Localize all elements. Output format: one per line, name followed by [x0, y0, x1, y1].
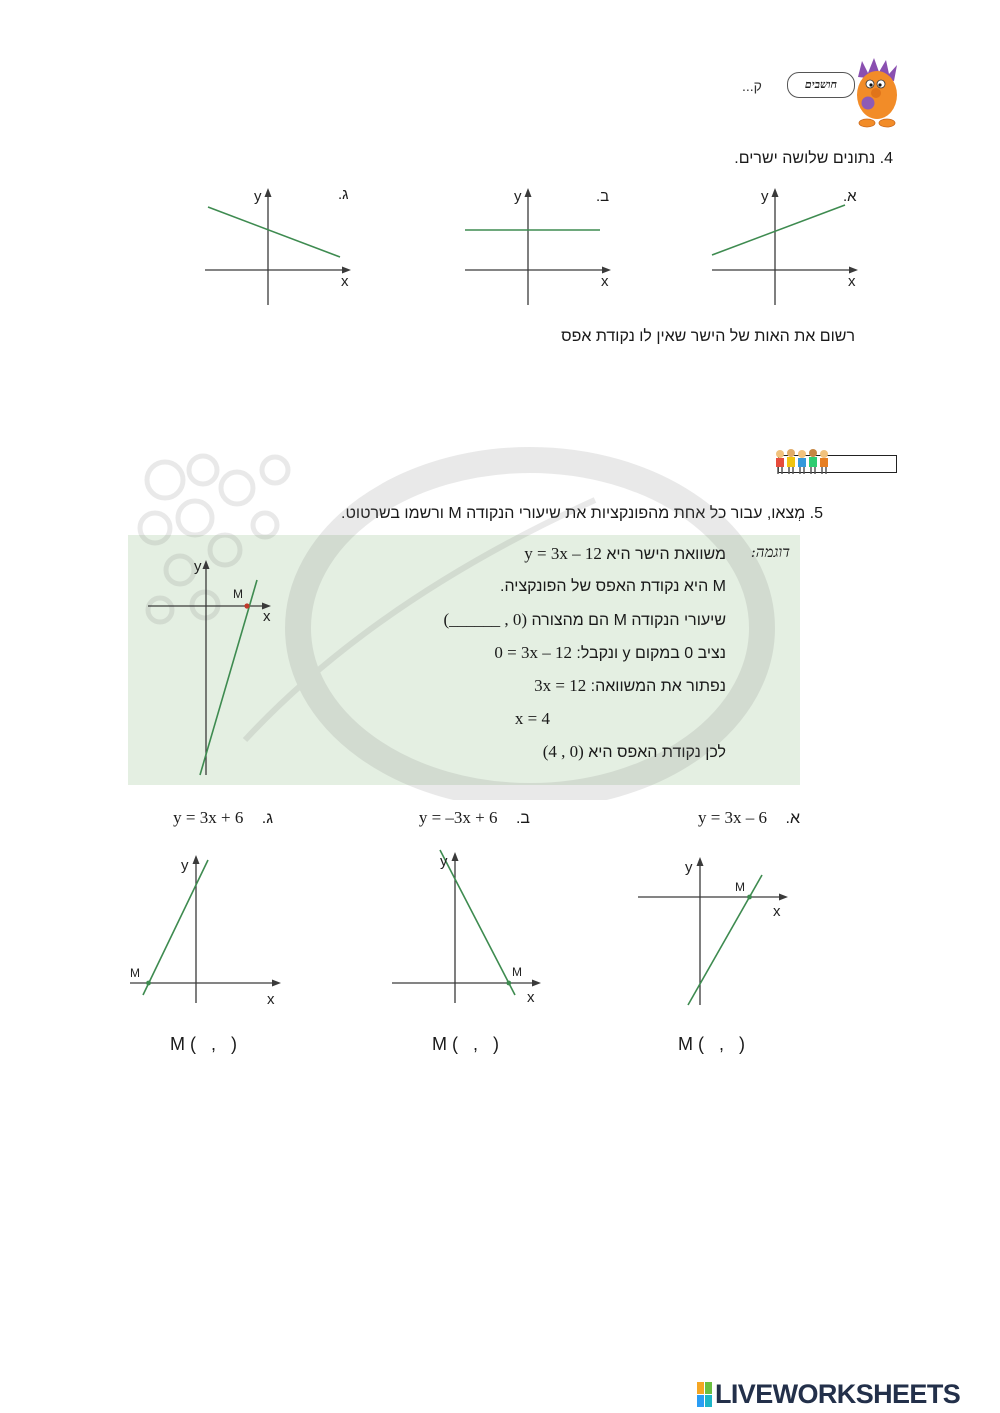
character-icon — [850, 57, 904, 131]
q4-title-text: נתונים שלושה ישרים. — [734, 150, 876, 167]
q5-item-a-answer: M ( , ) — [678, 1034, 745, 1054]
q5-item-a-letter: א. — [785, 810, 800, 827]
point-label: M — [735, 880, 745, 894]
example-line — [443, 603, 726, 636]
y-axis-arrow — [265, 188, 272, 197]
zero-point-marker — [506, 981, 511, 986]
x-axis-label: x — [341, 273, 349, 290]
x-axis-label: x — [601, 273, 609, 290]
q5-item-a-equation: y = 3x – 6 — [697, 808, 768, 827]
y-axis-label: y — [761, 188, 769, 205]
y-axis-label: y — [181, 857, 189, 874]
example-line — [443, 537, 726, 570]
example-line-text: נפתור את המשוואה: — [590, 678, 726, 695]
x-axis-arrow — [779, 894, 788, 901]
logo-text: LIVEWORKSHEETS — [715, 1379, 961, 1409]
liveworksheets-logo[interactable] — [697, 1380, 960, 1408]
q5-graph-c — [125, 850, 290, 1010]
point-label: M — [130, 966, 140, 980]
example-line-text: M היא נקודת האפס של הפונקציה. — [500, 578, 726, 595]
x-axis-label: x — [527, 989, 535, 1006]
point-label: M — [512, 965, 522, 979]
q5-item-c-equation: y = 3x + 6 — [173, 808, 244, 827]
q4-graph-b-letter: ב. — [596, 188, 610, 205]
q4-graph-c-letter: ג. — [338, 186, 349, 203]
q4-graph-a-letter: א. — [843, 188, 857, 205]
q5-item-b-letter: ב. — [515, 810, 530, 827]
graph-line — [200, 580, 257, 775]
q4-graph-c — [200, 183, 360, 310]
y-axis-label: y — [440, 853, 448, 870]
x-axis-arrow — [532, 980, 541, 987]
example-lines — [443, 537, 726, 768]
q4-title — [734, 150, 893, 168]
q5-item-c-equation-row — [173, 808, 273, 828]
y-axis-arrow — [452, 852, 459, 861]
q4-instruction: רשום את האות של הישר שאין לו נקודת אפס — [561, 328, 855, 345]
x-axis-label: x — [773, 903, 781, 920]
example-line-text: משוואת הישר היא — [606, 546, 726, 563]
example-line-math: (4 , 0) — [542, 742, 584, 761]
example-line — [443, 636, 726, 669]
example-line — [443, 570, 726, 603]
graph-line — [208, 207, 340, 257]
y-axis-label: y — [685, 859, 693, 876]
logo-blocks-icon — [697, 1382, 712, 1407]
thought-bubble — [787, 72, 855, 98]
example-line-math: 3x = 12 — [534, 676, 587, 695]
q5-item-b-answer: M ( , ) — [432, 1034, 499, 1054]
zero-point-marker — [146, 981, 151, 986]
x-axis-arrow — [272, 980, 281, 987]
y-axis-label: y — [254, 188, 262, 205]
q5-number: 5. — [809, 505, 823, 522]
example-line-math: x = 4 — [514, 709, 550, 728]
y-axis-arrow — [697, 857, 704, 866]
example-line-text: לכן נקודת האפס היא — [588, 744, 726, 761]
q5-item-c-answer: M ( , ) — [170, 1034, 237, 1054]
example-line — [443, 702, 726, 735]
y-axis-label: y — [194, 558, 202, 575]
graph-line — [143, 860, 208, 995]
zero-point-marker — [244, 603, 249, 608]
x-axis-label: x — [267, 991, 275, 1008]
example-line-text: שיעורי הנקודה M הם מהצורה — [531, 612, 726, 629]
q5-item-a-equation-row — [698, 808, 800, 828]
y-axis-label: y — [514, 188, 522, 205]
kids-icon — [773, 446, 835, 476]
graph-line — [440, 850, 515, 995]
y-axis-arrow — [203, 560, 210, 569]
example-line-math: (______ , 0) — [443, 610, 528, 629]
y-axis-arrow — [193, 855, 200, 864]
zero-point-marker — [747, 895, 752, 900]
example-label: דוגמה: — [750, 543, 790, 561]
q5-graph-a — [632, 850, 797, 1015]
example-line-math: 0 = 3x – 12 — [494, 643, 572, 662]
example-line — [443, 735, 726, 768]
q5-item-b-equation-row — [419, 808, 530, 828]
example-graph — [140, 555, 290, 780]
x-axis-label: x — [848, 273, 856, 290]
graph-line — [712, 205, 845, 255]
example-line-text: נציב 0 במקום y ונקבל: — [576, 645, 726, 662]
thought-bubble-text: חושבים — [804, 78, 838, 91]
y-axis-arrow — [772, 188, 779, 197]
q5-item-b-equation: y = –3x + 6 — [418, 808, 498, 827]
q5-title-text: מְצאו, עבור כל אחת מהפונקציות את שיעורי הנקודה M ורשמו בשרטוט. — [341, 505, 806, 522]
point-label: M — [233, 587, 243, 601]
q5-title — [341, 505, 823, 523]
q5-graph-b — [385, 845, 550, 1010]
x-axis-label: x — [263, 608, 271, 625]
example-line — [443, 669, 726, 702]
q5-item-c-letter: ג. — [261, 810, 273, 827]
y-axis-arrow — [525, 188, 532, 197]
q4-number: 4. — [879, 150, 893, 167]
example-line-math: y = 3x – 12 — [524, 544, 602, 563]
header-trail-text: ...ק — [742, 78, 762, 94]
graph-line — [688, 875, 762, 1005]
